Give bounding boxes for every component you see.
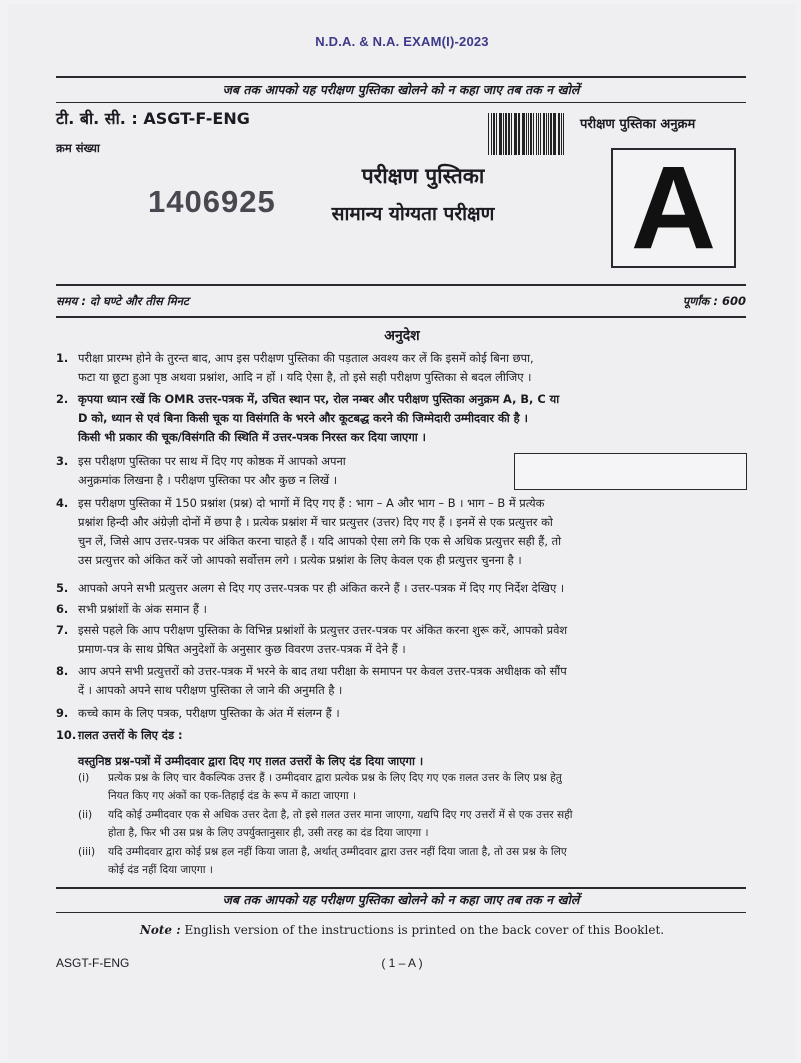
roll-number-box[interactable]	[514, 453, 747, 490]
penalty-line: प्रत्येक प्रश्न के लिए चार वैकल्पिक उत्तर हैं । उम्मीदवार द्वारा प्रत्येक प्रश्न के लिए दिए गए एक ग़लत उत्तर के लिए प्रश्न हेतु	[108, 772, 562, 784]
instruction-item	[56, 726, 748, 745]
divider	[56, 887, 746, 889]
instruction-item	[56, 704, 748, 723]
instruction-line: किसी भी प्रकार की चूक/विसंगति की स्थिति में उत्तर-पत्रक निरस्त कर दिया जाएगा ।	[78, 430, 426, 444]
instruction-line: उस प्रत्युत्तर को अंकित करें जो आपको सर्वोत्तम लगे । प्रत्येक प्रश्नांश के लिए केवल एक ही प्रत्युत्तर चुनना है ।	[78, 553, 522, 567]
series-letter: A	[630, 142, 717, 274]
instruction-line: प्रश्नांश हिन्दी और अंग्रेज़ी दोनों में छपा है । प्रत्येक प्रश्नांश में चार प्रत्युत्तर (उत्तर) दिए गए हैं । इनमें से एक प्रत्युत्तर को	[78, 515, 553, 529]
instruction-line: प्रमाण-पत्र के साथ प्रेषित अनुदेशों के अनुसार कुछ विवरण उत्तर-पत्रक में देने हैं ।	[78, 642, 406, 656]
instruction-item	[56, 349, 748, 387]
english-note	[8, 923, 796, 937]
full-marks: पूर्णांक : 600	[682, 294, 746, 308]
divider	[56, 102, 746, 103]
serial-label: क्रम संख्या	[56, 141, 100, 155]
instruction-line: परीक्षा प्रारम्भ होने के तुरन्त बाद, आप इस परीक्षण पुस्तिका की पड़ताल अवश्य कर लें कि इसमें कोई बिना छपा,	[78, 351, 534, 365]
instruction-line: ग़लत उत्तरों के लिए दंड :	[78, 728, 183, 742]
instruction-item	[56, 390, 748, 447]
footer-page-number: ( 1 – A )	[381, 956, 423, 970]
instruction-number: 7.	[56, 623, 69, 637]
instruction-item	[56, 662, 748, 700]
series-label: परीक्षण पुस्तिका अनुक्रम	[580, 117, 696, 132]
booklet-subtitle: सामान्य योग्यता परीक्षण	[331, 203, 495, 225]
instruction-line: फटा या छूटा हुआ पृष्ठ अथवा प्रश्नांश, आदि न हों । यदि ऐसा है, तो इसे सही परीक्षण पुस्तिका से बदल लीजिए ।	[78, 370, 532, 384]
divider	[56, 912, 746, 913]
instruction-item	[56, 452, 496, 490]
divider	[56, 76, 746, 78]
instruction-number: 2.	[56, 392, 69, 406]
penalty-item	[78, 843, 748, 879]
serial-number: 1406925	[148, 184, 276, 219]
instruction-line: आपको अपने सभी प्रत्युत्तर अलग से दिए गए उत्तर-पत्रक पर ही अंकित करने हैं । उत्तर-पत्रक में दिए गए निर्देश देखिए ।	[78, 581, 565, 595]
divider	[56, 284, 746, 286]
instruction-number: 5.	[56, 581, 69, 595]
instruction-line: कृपया ध्यान रखें कि OMR उत्तर-पत्रक में, उचित स्थान पर, रोल नम्बर और परीक्षण पुस्तिका अनुक्रम A, B, C या	[78, 392, 560, 406]
penalty-line: यदि कोई उम्मीदवार एक से अधिक उत्तर देता है, तो इसे ग़लत उत्तर माना जाएगा, यद्यपि दिए गए उत्तरों में से एक उत्तर सही	[108, 809, 573, 821]
instruction-line: आप अपने सभी प्रत्युत्तरों को उत्तर-पत्रक में भरने के बाद तथा परीक्षा के समापन पर केवल उत्तर-पत्रक अधीक्षक को सौंप	[78, 664, 567, 678]
time-duration: समय : दो घण्टे और तीस मिनट	[56, 294, 189, 308]
penalty-item	[78, 806, 748, 842]
instruction-item	[56, 600, 748, 619]
instruction-item	[56, 621, 748, 659]
instruction-number: 9.	[56, 706, 69, 720]
booklet-cover-page	[8, 4, 796, 1059]
instruction-line: इससे पहले कि आप परीक्षण पुस्तिका के विभिन्न प्रश्नांशों के प्रत्युत्तर उत्तर-पत्रक पर अंकित करना शुरू करें, आपको प्रवेश	[78, 623, 568, 637]
exam-title: N.D.A. & N.A. EXAM(I)-2023	[315, 34, 489, 49]
instructions-heading: अनुदेश	[384, 328, 420, 344]
top-warning-banner: जब तक आपको यह परीक्षण पुस्तिका खोलने को न कहा जाए तब तक न खोलें	[222, 82, 580, 97]
instruction-line: दें । आपको अपने साथ परीक्षण पुस्तिका ले जाने की अनुमति है ।	[78, 683, 343, 697]
instruction-line: इस परीक्षण पुस्तिका में 150 प्रश्नांश (प्रश्न) दो भागों में दिए गए हैं : भाग – A और भाग – B । भाग – B में प्रत्येक	[78, 496, 545, 510]
penalty-line: होता है, फिर भी उस प्रश्न के लिए उपर्युक्तानुसार ही, उसी तरह का दंड दिया जाएगा ।	[108, 827, 429, 839]
penalty-number: (i)	[78, 772, 90, 784]
penalty-number: (ii)	[78, 809, 93, 821]
instruction-number: 4.	[56, 496, 69, 510]
instruction-number: 6.	[56, 602, 69, 616]
series-box	[611, 142, 736, 274]
instruction-number: 3.	[56, 454, 69, 468]
penalty-line: यदि उम्मीदवार द्वारा कोई प्रश्न हल नहीं किया जाता है, अर्थात् उम्मीदवार द्वारा उत्तर नहीं दिया जाता है, तो उस प्रश्न के लिए	[108, 846, 567, 858]
instruction-number: 10.	[56, 728, 77, 742]
penalty-number: (iii)	[78, 846, 96, 858]
footer-code: ASGT-F-ENG	[56, 956, 130, 970]
penalty-item	[78, 769, 748, 805]
instruction-line: चुन लें, जिसे आप उत्तर-पत्रक पर अंकित करना चाहते हैं । यदि आपको ऐसा लगे कि एक से अधिक प्रत्युत्तर सही हैं, तो	[78, 534, 562, 548]
instruction-line: D को, ध्यान से एवं बिना किसी चूक या विसंगति के भरने और कूटबद्ध करने की जिम्मेदारी उम्मीदवार की है ।	[78, 411, 528, 425]
penalty-line: कोई दंड नहीं दिया जाएगा ।	[108, 864, 213, 876]
bottom-warning-banner: जब तक आपको यह परीक्षण पुस्तिका खोलने को न कहा जाए तब तक न खोलें	[222, 892, 580, 907]
instruction-line: सभी प्रश्नांशों के अंक समान हैं ।	[78, 602, 207, 616]
note-label: Note :	[139, 923, 181, 937]
instruction-number: 8.	[56, 664, 69, 678]
instruction-item	[56, 494, 748, 570]
note-text: English version of the instructions is printed on the back cover of this Booklet.	[184, 923, 665, 937]
instruction-line: कच्चे काम के लिए पत्रक, परीक्षण पुस्तिका के अंत में संलग्न हैं ।	[78, 706, 340, 720]
divider	[56, 316, 746, 318]
barcode-icon	[488, 113, 566, 155]
instruction-number: 1.	[56, 351, 69, 365]
tbc-code: टी. बी. सी. : ASGT-F-ENG	[56, 109, 250, 128]
penalty-heading: वस्तुनिष्ठ प्रश्न-पत्रों में उम्मीदवार द्वारा दिए गए ग़लत उत्तरों के लिए दंड दिया जाएगा ।	[78, 754, 424, 768]
booklet-title: परीक्षण पुस्तिका	[361, 164, 485, 188]
instruction-item	[56, 579, 748, 598]
instruction-line: अनुक्रमांक लिखना है । परीक्षण पुस्तिका पर और कुछ न लिखें ।	[78, 473, 338, 487]
instruction-line: इस परीक्षण पुस्तिका पर साथ में दिए गए कोष्ठक में आपको अपना	[78, 454, 346, 468]
penalty-line: नियत किए गए अंकों का एक-तिहाई दंड के रूप में काटा जाएगा ।	[108, 790, 356, 802]
